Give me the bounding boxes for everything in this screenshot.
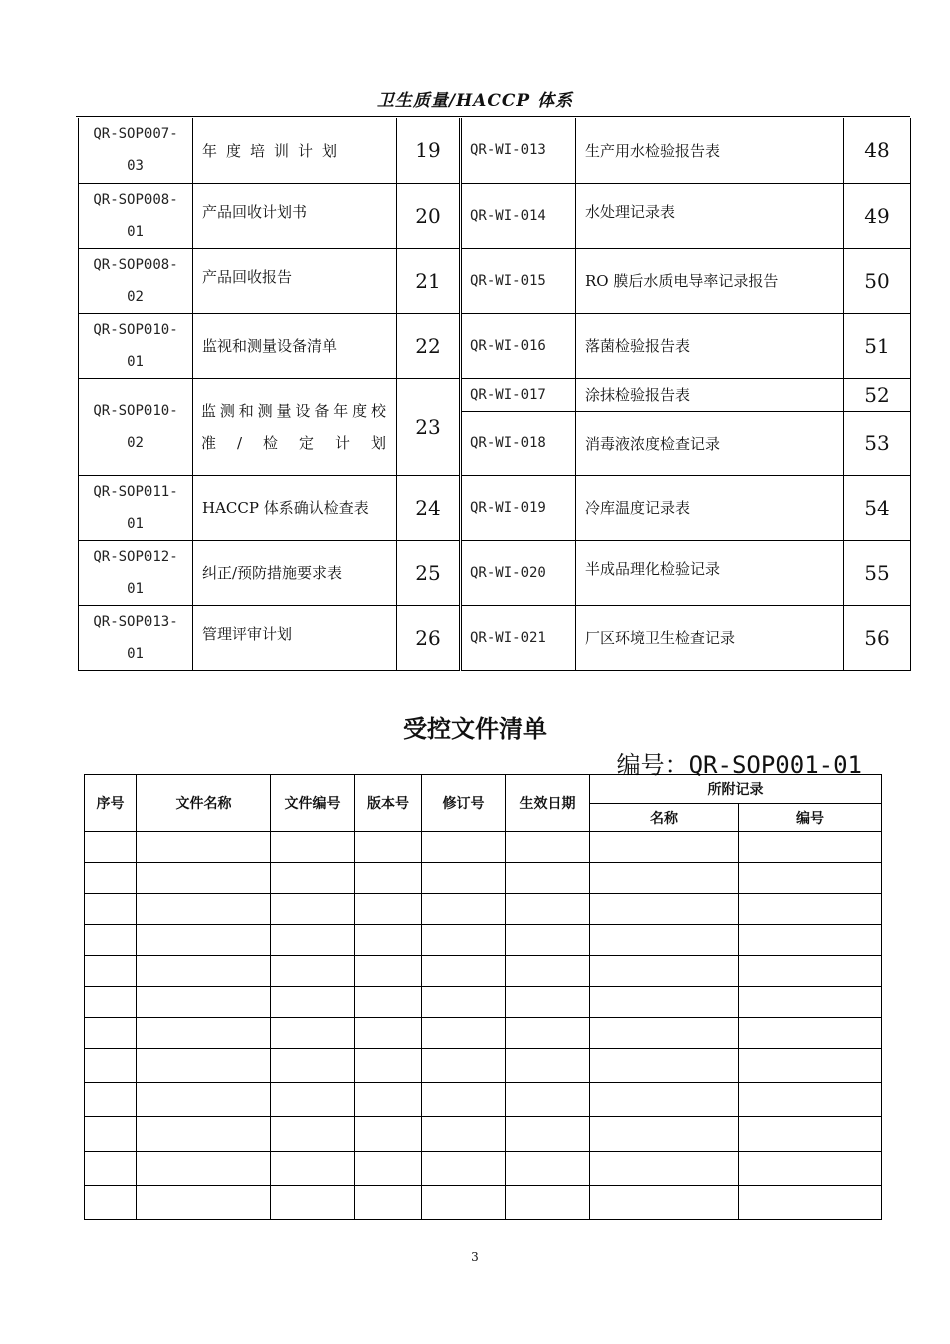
header-attached-records: 所附记录: [590, 775, 882, 804]
table-row: [85, 1117, 882, 1152]
header-effective-date: 生效日期: [506, 775, 590, 832]
wi-page: 54: [844, 475, 911, 540]
record-page: 24: [397, 475, 461, 540]
document-number-value: QR-SOP001-01: [688, 751, 862, 779]
wi-page: 51: [844, 313, 911, 378]
record-name: 年度培训计划: [193, 118, 397, 183]
table-row: [79, 183, 911, 248]
wi-page: 49: [844, 183, 911, 248]
document-number-label: 编号：: [616, 751, 689, 779]
wi-code: QR-WI-016: [461, 313, 576, 378]
record-page: 23: [397, 378, 461, 475]
record-code: QR-SOP010- 02: [79, 378, 193, 475]
header-doc-number: 文件编号: [271, 775, 355, 832]
record-name: 产品回收报告: [193, 248, 397, 313]
record-page: 22: [397, 313, 461, 378]
table-row: [85, 1049, 882, 1083]
table-row: [85, 863, 882, 894]
record-code: QR-SOP011- 01: [79, 475, 193, 540]
record-name: 纠正/预防措施要求表: [193, 540, 397, 605]
wi-code: QR-WI-019: [461, 475, 576, 540]
wi-page: 55: [844, 540, 911, 605]
wi-code: QR-WI-014: [461, 183, 576, 248]
running-header-title: 卫生质量/HACCP 体系: [376, 91, 574, 111]
record-page: 26: [397, 605, 461, 670]
table-row: [79, 378, 911, 411]
wi-name: 消毒液浓度检查记录: [576, 411, 844, 475]
record-code: QR-SOP012- 01: [79, 540, 193, 605]
table-row: [79, 313, 911, 378]
header-doc-name: 文件名称: [137, 775, 271, 832]
wi-page: 50: [844, 248, 911, 313]
controlled-document-table: [84, 774, 882, 1220]
table-row: [85, 894, 882, 925]
header-revision: 修订号: [422, 775, 506, 832]
header-seq: 序号: [85, 775, 137, 832]
header-attached-number: 编号: [739, 804, 882, 832]
wi-name: 落菌检验报告表: [576, 313, 844, 378]
wi-name: 生产用水检验报告表: [576, 118, 844, 183]
page-number: 3: [471, 1250, 479, 1264]
wi-code: QR-WI-015: [461, 248, 576, 313]
wi-name: 涂抹检验报告表: [576, 378, 844, 411]
table-row: [79, 248, 911, 313]
wi-name: RO 膜后水质电导率记录报告: [576, 248, 844, 313]
wi-page: 48: [844, 118, 911, 183]
record-code: QR-SOP008- 02: [79, 248, 193, 313]
table-row: [79, 118, 911, 183]
record-page: 21: [397, 248, 461, 313]
table-row: [85, 832, 882, 863]
table-row: [85, 987, 882, 1018]
wi-page: 52: [844, 378, 911, 411]
wi-code: QR-WI-017: [461, 378, 576, 411]
controlled-list-title: 受控文件清单: [403, 715, 547, 743]
header-version: 版本号: [355, 775, 422, 832]
record-name: 产品回收计划书: [193, 183, 397, 248]
wi-page: 56: [844, 605, 911, 670]
table-row: [85, 1152, 882, 1186]
record-code: QR-SOP010- 01: [79, 313, 193, 378]
wi-name: 半成品理化检验记录: [576, 540, 844, 605]
record-code: QR-SOP013- 01: [79, 605, 193, 670]
header-attached-name: 名称: [590, 804, 739, 832]
table-row: [85, 956, 882, 987]
record-name: 管理评审计划: [193, 605, 397, 670]
table-row: [85, 925, 882, 956]
table-row: [79, 540, 911, 605]
table-row: [85, 1018, 882, 1049]
record-code: QR-SOP007- 03: [79, 118, 193, 183]
wi-code: QR-WI-013: [461, 118, 576, 183]
wi-code: QR-WI-018: [461, 411, 576, 475]
table-row: [79, 475, 911, 540]
wi-code: QR-WI-020: [461, 540, 576, 605]
wi-page: 53: [844, 411, 911, 475]
record-name: HACCP 体系确认检查表: [193, 475, 397, 540]
record-page: 25: [397, 540, 461, 605]
wi-code: QR-WI-021: [461, 605, 576, 670]
record-name: 监测和测量设备年度校准/检定计划: [193, 378, 397, 475]
wi-name: 厂区环境卫生检查记录: [576, 605, 844, 670]
record-page: 20: [397, 183, 461, 248]
table-row: [79, 605, 911, 670]
table-row: [85, 1083, 882, 1117]
record-page: 19: [397, 118, 461, 183]
record-code: QR-SOP008- 01: [79, 183, 193, 248]
wi-name: 水处理记录表: [576, 183, 844, 248]
record-name: 监视和测量设备清单: [193, 313, 397, 378]
table-row: [85, 1186, 882, 1220]
wi-name: 冷库温度记录表: [576, 475, 844, 540]
record-index-table: [78, 118, 911, 671]
header-rule: [76, 116, 910, 117]
